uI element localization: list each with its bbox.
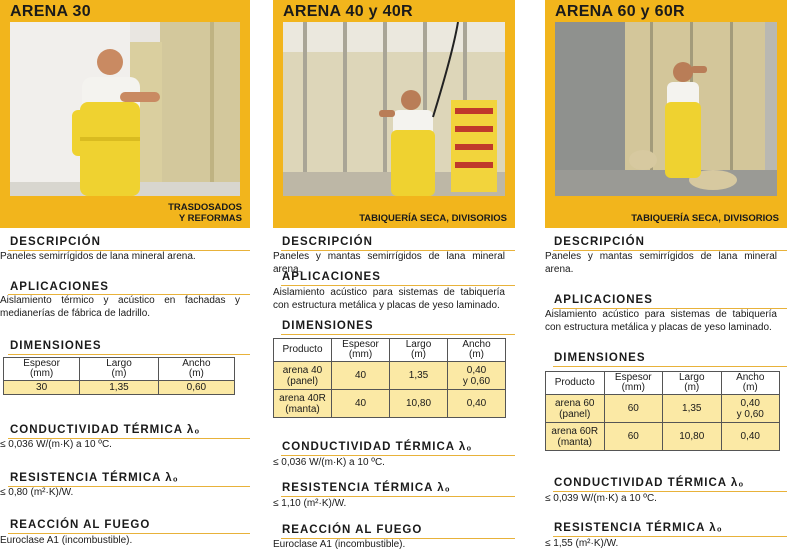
conductivity-text: ≤ 0,036 W/(m·K) a 10 ºC. [0, 439, 112, 450]
table-header-row [4, 358, 235, 381]
section-divider [553, 491, 787, 492]
table-row [274, 362, 506, 390]
column-header: Espesor (mm) [332, 339, 390, 362]
table-cell: 1,35 [80, 381, 159, 395]
column-header: Ancho (m) [158, 358, 234, 381]
table-cell: 0,40 [721, 423, 780, 451]
column-header: Producto [546, 372, 605, 395]
section-divider [281, 285, 515, 286]
table-row [4, 381, 235, 395]
table-cell: arena 40R (manta) [274, 390, 332, 418]
table-row [546, 423, 780, 451]
column-header: Largo (m) [80, 358, 159, 381]
section-heading-conductividad: CONDUCTIVIDAD TÉRMICA λ₀ [554, 477, 745, 489]
product-card [545, 0, 787, 228]
column-header: Ancho (m) [448, 339, 506, 362]
table-cell: arena 40 (panel) [274, 362, 332, 390]
product-card [0, 0, 250, 228]
section-divider [281, 455, 515, 456]
section-heading-dimensiones: DIMENSIONES [282, 320, 374, 332]
table-cell: 10,80 [663, 423, 722, 451]
product-column-arena-30 [0, 0, 250, 556]
section-heading-aplicaciones: APLICACIONES [282, 271, 381, 283]
resistance-text: ≤ 0,80 (m²·K)/W. [0, 487, 74, 498]
resistance-text: ≤ 1,10 (m²·K)/W. [273, 498, 347, 509]
table-cell: 0,40 y 0,60 [721, 395, 780, 423]
section-heading-aplicaciones: APLICACIONES [10, 281, 109, 293]
table-cell: 10,80 [390, 390, 448, 418]
application-caption: TABIQUERÍA SECA, DIVISORIOS [359, 213, 507, 224]
dimensions-table [545, 371, 780, 451]
section-heading-resistencia: RESISTENCIA TÉRMICA λ₀ [554, 522, 723, 534]
conductivity-text: ≤ 0,036 W/(m·K) a 10 ºC. [273, 457, 385, 468]
section-heading-descripcion: DESCRIPCIÓN [282, 236, 373, 248]
worker-installing-insulation-image [10, 22, 240, 196]
dimensions-table [3, 357, 235, 395]
product-title: ARENA 60 y 60R [555, 3, 685, 20]
installation-photo [555, 22, 777, 196]
conductivity-text: ≤ 0,039 W/(m·K) a 10 ºC. [545, 493, 657, 504]
table-cell: arena 60 (panel) [546, 395, 605, 423]
applications-text: Aislamiento acústico para sistemas de tabiquería con estructura metálica y placas de yeso laminado. [545, 309, 777, 333]
product-title: ARENA 40 y 40R [283, 3, 413, 20]
section-heading-reaccion-fuego: REACCIÓN AL FUEGO [10, 519, 151, 531]
description-text: Paneles y mantas semirrígidos de lana mineral arena. [273, 251, 505, 275]
section-divider [8, 354, 250, 355]
table-header-row [546, 372, 780, 395]
table-cell: 60 [604, 423, 663, 451]
section-heading-resistencia: RESISTENCIA TÉRMICA λ₀ [10, 472, 179, 484]
table-header-row [274, 339, 506, 362]
column-header: Espesor (mm) [4, 358, 80, 381]
applications-text: Aislamiento acústico para sistemas de tabiquería con estructura metálica y placas de yeso laminado. [273, 287, 505, 311]
applications-text: Aislamiento térmico y acústico en fachadas y medianerías de fábrica de ladrillo. [0, 295, 240, 319]
column-header: Producto [274, 339, 332, 362]
table-cell: 0,40 y 0,60 [448, 362, 506, 390]
fire-reaction-text: Euroclase A1 (incombustible). [273, 539, 406, 550]
application-caption: TABIQUERÍA SECA, DIVISORIOS [631, 213, 779, 224]
table-cell: 1,35 [663, 395, 722, 423]
table-cell: 30 [4, 381, 80, 395]
section-heading-dimensiones: DIMENSIONES [10, 340, 102, 352]
section-divider [281, 334, 515, 335]
section-heading-conductividad: CONDUCTIVIDAD TÉRMICA λ₀ [10, 424, 201, 436]
table-cell: 0,40 [448, 390, 506, 418]
worker-installing-insulation-image [283, 22, 505, 196]
worker-installing-insulation-image [555, 22, 777, 196]
product-column-arena-40 [273, 0, 515, 556]
installation-photo [10, 22, 240, 196]
table-row [546, 395, 780, 423]
fire-reaction-text: Euroclase A1 (incombustible). [0, 535, 133, 546]
table-cell: 0,60 [158, 381, 234, 395]
application-caption: TRASDOSADOS Y REFORMAS [168, 202, 242, 224]
installation-photo [283, 22, 505, 196]
table-cell: arena 60R (manta) [546, 423, 605, 451]
section-heading-descripcion: DESCRIPCIÓN [554, 236, 645, 248]
section-divider [8, 533, 250, 534]
column-header: Ancho (m) [721, 372, 780, 395]
column-header: Largo (m) [663, 372, 722, 395]
column-header: Espesor (mm) [604, 372, 663, 395]
table-cell: 1,35 [390, 362, 448, 390]
product-column-arena-60 [545, 0, 787, 556]
section-heading-descripcion: DESCRIPCIÓN [10, 236, 101, 248]
product-card [273, 0, 515, 228]
section-divider [281, 496, 515, 497]
resistance-text: ≤ 1,55 (m²·K)/W. [545, 538, 619, 549]
product-title: ARENA 30 [10, 3, 91, 20]
section-heading-conductividad: CONDUCTIVIDAD TÉRMICA λ₀ [282, 441, 473, 453]
section-divider [553, 536, 787, 537]
column-header: Largo (m) [390, 339, 448, 362]
section-heading-aplicaciones: APLICACIONES [554, 294, 653, 306]
table-row [274, 390, 506, 418]
description-text: Paneles y mantas semirrígidos de lana mineral arena. [545, 251, 777, 275]
section-divider [553, 366, 787, 367]
section-heading-resistencia: RESISTENCIA TÉRMICA λ₀ [282, 482, 451, 494]
table-cell: 40 [332, 362, 390, 390]
dimensions-table [273, 338, 506, 418]
section-heading-reaccion-fuego: REACCIÓN AL FUEGO [282, 524, 423, 536]
section-heading-dimensiones: DIMENSIONES [554, 352, 646, 364]
table-cell: 40 [332, 390, 390, 418]
description-text: Paneles semirrígidos de lana mineral arena. [0, 251, 196, 262]
table-cell: 60 [604, 395, 663, 423]
